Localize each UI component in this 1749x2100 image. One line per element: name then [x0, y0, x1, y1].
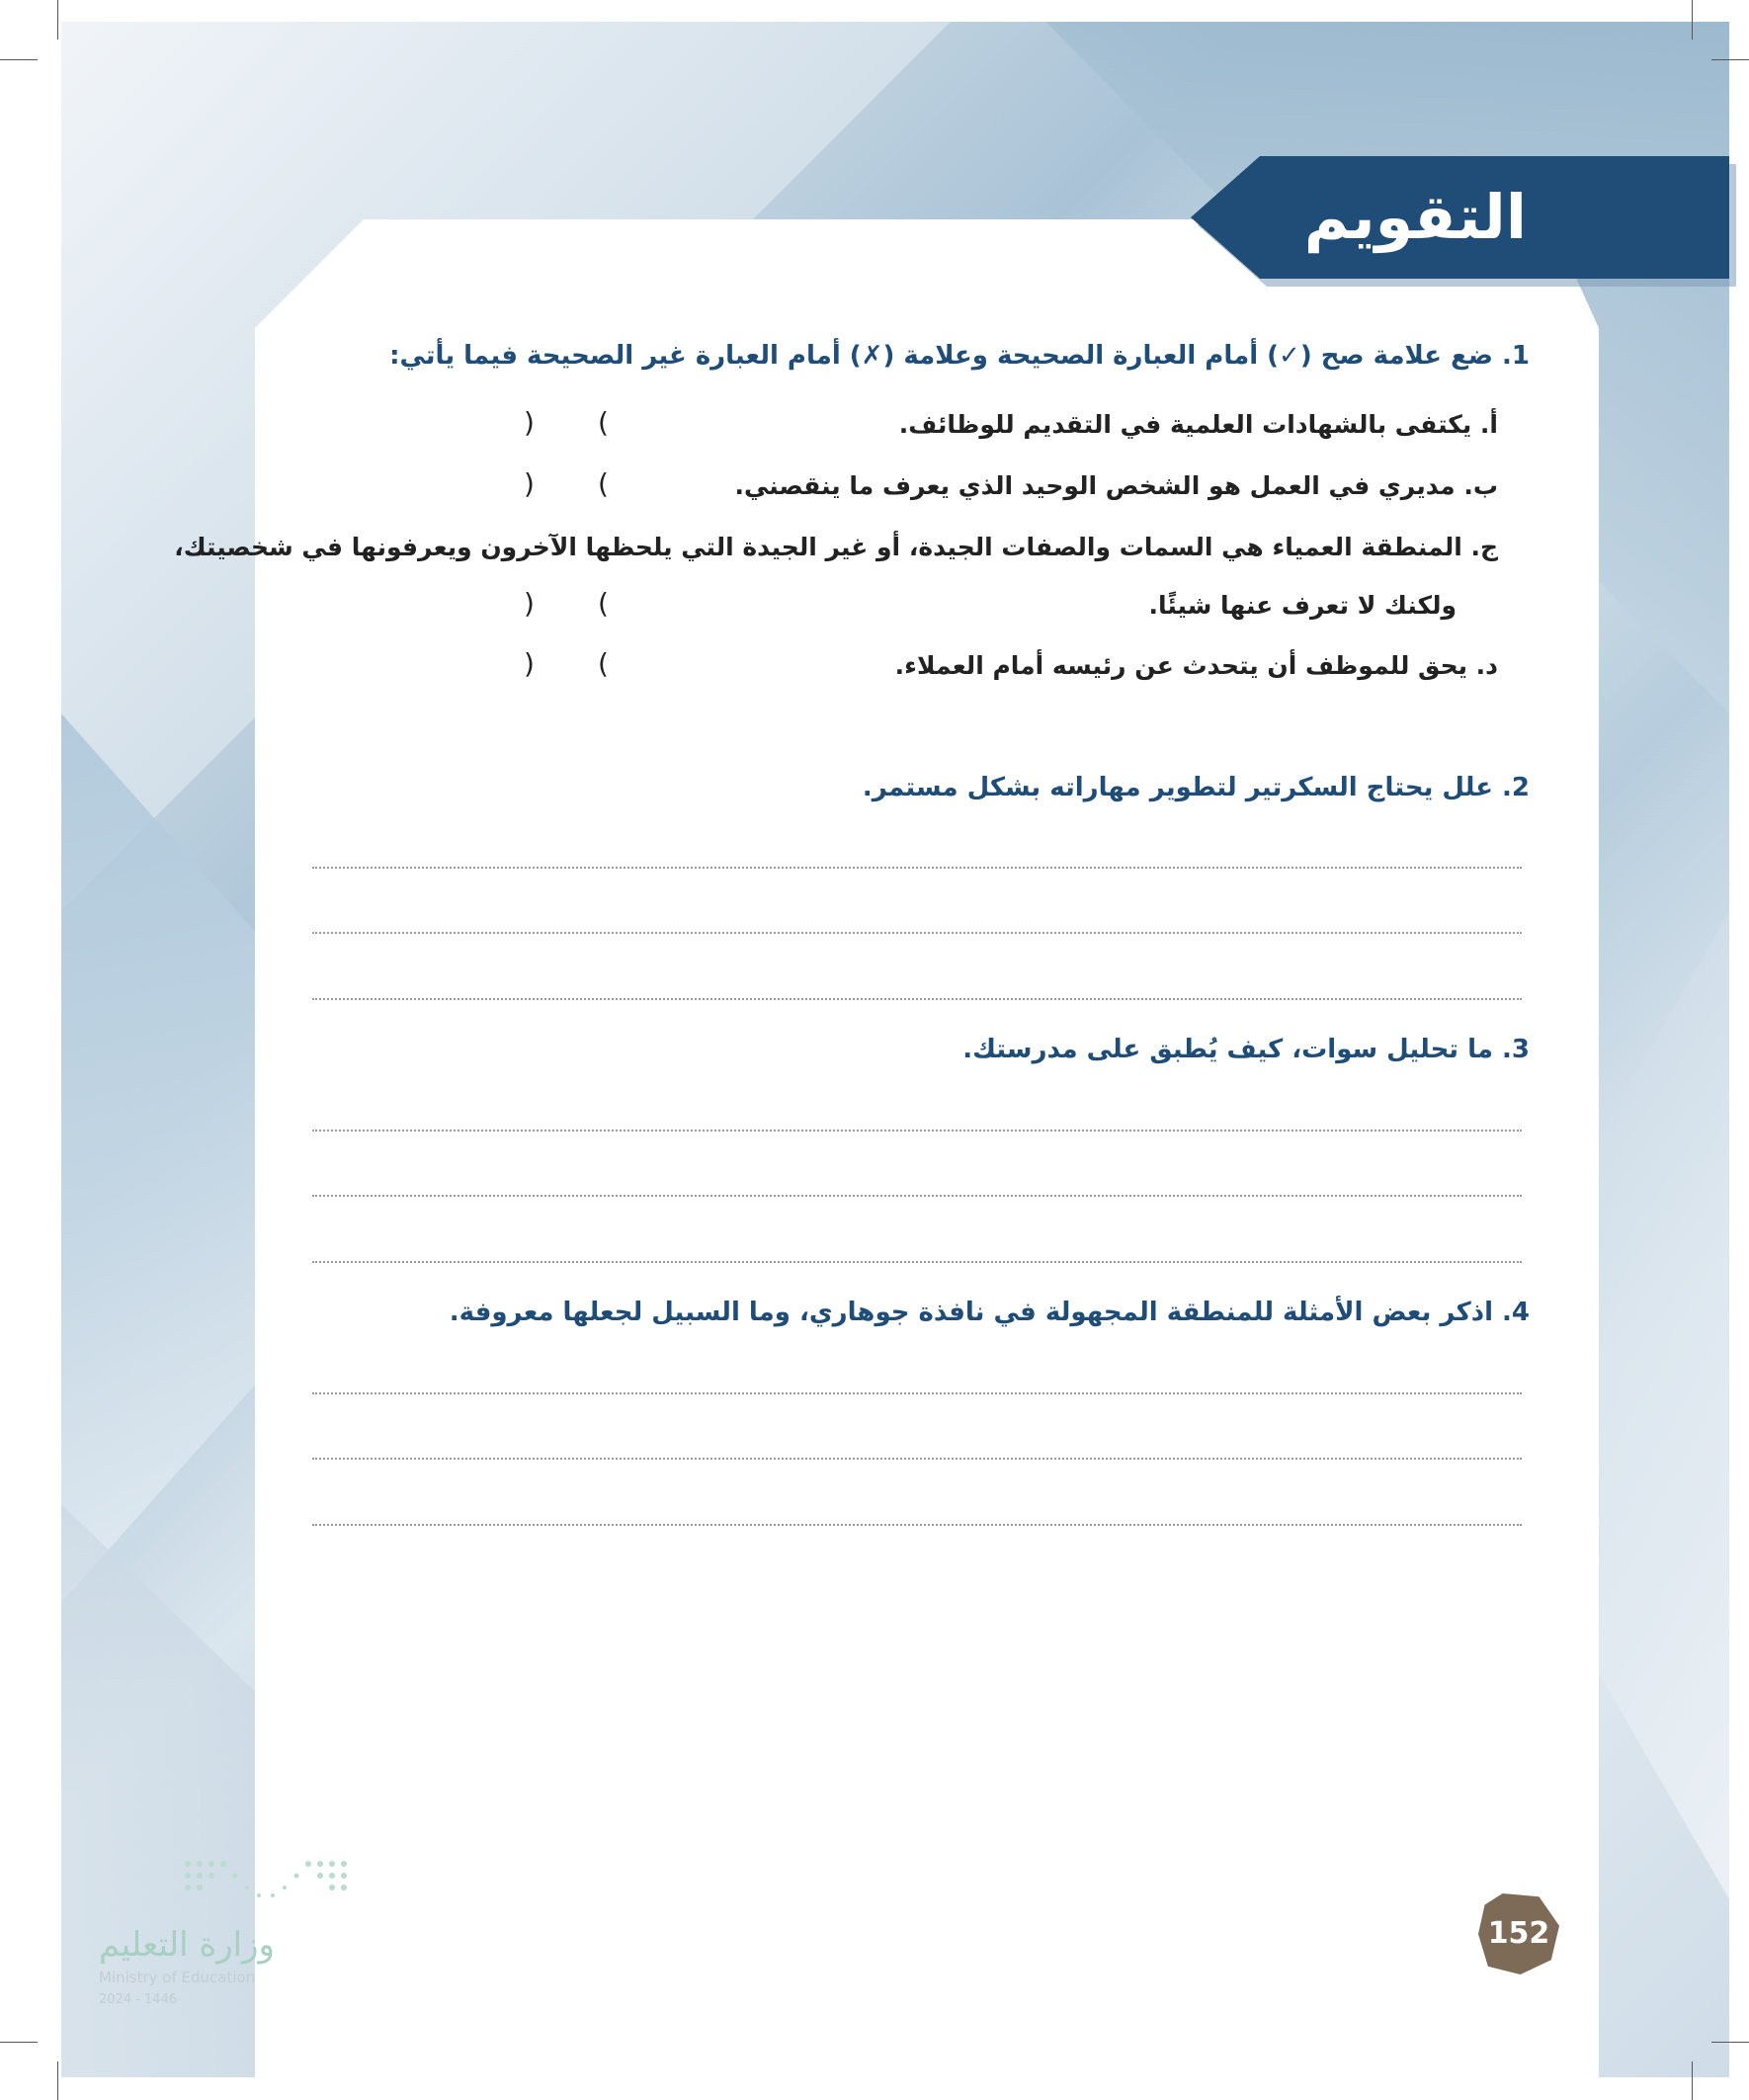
crop-mark	[1711, 2042, 1749, 2043]
answer-bracket-open: (	[598, 406, 609, 439]
answer-line[interactable]	[312, 998, 1522, 1000]
q1-item-d: د. يحق للموظف أن يتحدث عن رئيسه أمام العملاء.	[894, 651, 1498, 680]
ministry-logo-english: Ministry of Education	[99, 1969, 256, 1986]
page-number: 152	[1487, 1916, 1550, 1951]
crop-mark	[0, 59, 38, 60]
answer-line[interactable]	[312, 1524, 1522, 1526]
answer-line[interactable]	[312, 1195, 1522, 1197]
ministry-logo-year: 2024 - 1446	[99, 1992, 178, 2007]
q1-item-c-continued: ولكنك لا تعرف عنها شيئًا.	[1148, 591, 1457, 620]
crop-mark	[1692, 0, 1693, 40]
q1-item-c: ج. المنطقة العمياء هي السمات والصفات الجيدة، أو غير الجيدة التي يلحظها الآخرون ويعرفونها في شخصيتك،	[174, 533, 1498, 561]
answer-bracket-open: (	[598, 587, 609, 620]
q1-item-a: أ. يكتفى بالشهادات العلمية في التقديم للوظائف.	[898, 410, 1498, 439]
ministry-logo-dots-icon	[182, 1858, 350, 1907]
question-1: 1. ضع علامة صح (✓) أمام العبارة الصحيحة وعلامة (✗) أمام العبارة غير الصحيحة فيما يأتي:	[389, 341, 1530, 371]
crop-mark	[1711, 59, 1749, 60]
ministry-logo-arabic: وزارة التعليم	[99, 1925, 275, 1965]
answer-bracket-close: )	[524, 467, 535, 500]
crop-mark	[57, 2061, 58, 2100]
answer-line[interactable]	[312, 932, 1522, 934]
answer-bracket-open: (	[598, 467, 609, 500]
page-title: التقويم	[1303, 181, 1527, 253]
answer-line[interactable]	[312, 1458, 1522, 1460]
answer-line[interactable]	[312, 867, 1522, 869]
answer-bracket-close: )	[524, 647, 535, 680]
crop-mark	[0, 2042, 38, 2043]
crop-mark	[1692, 2061, 1693, 2100]
answer-line[interactable]	[312, 1261, 1522, 1263]
answer-bracket-close: )	[524, 587, 535, 620]
answer-bracket-open: (	[598, 647, 609, 680]
question-4: 4. اذكر بعض الأمثلة للمنطقة المجهولة في نافذة جوهاري، وما السبيل لجعلها معروفة.	[449, 1298, 1530, 1327]
question-3: 3. ما تحليل سوات، كيف يُطبق على مدرستك.	[962, 1035, 1530, 1064]
answer-line[interactable]	[312, 1392, 1522, 1394]
question-2: 2. علل يحتاج السكرتير لتطوير مهاراته بشكل مستمر.	[862, 773, 1530, 802]
answer-bracket-close: )	[524, 406, 535, 439]
q1-item-b: ب. مديري في العمل هو الشخص الوحيد الذي يعرف ما ينقصني.	[734, 471, 1498, 500]
crop-mark	[57, 0, 58, 40]
answer-line[interactable]	[312, 1130, 1522, 1132]
